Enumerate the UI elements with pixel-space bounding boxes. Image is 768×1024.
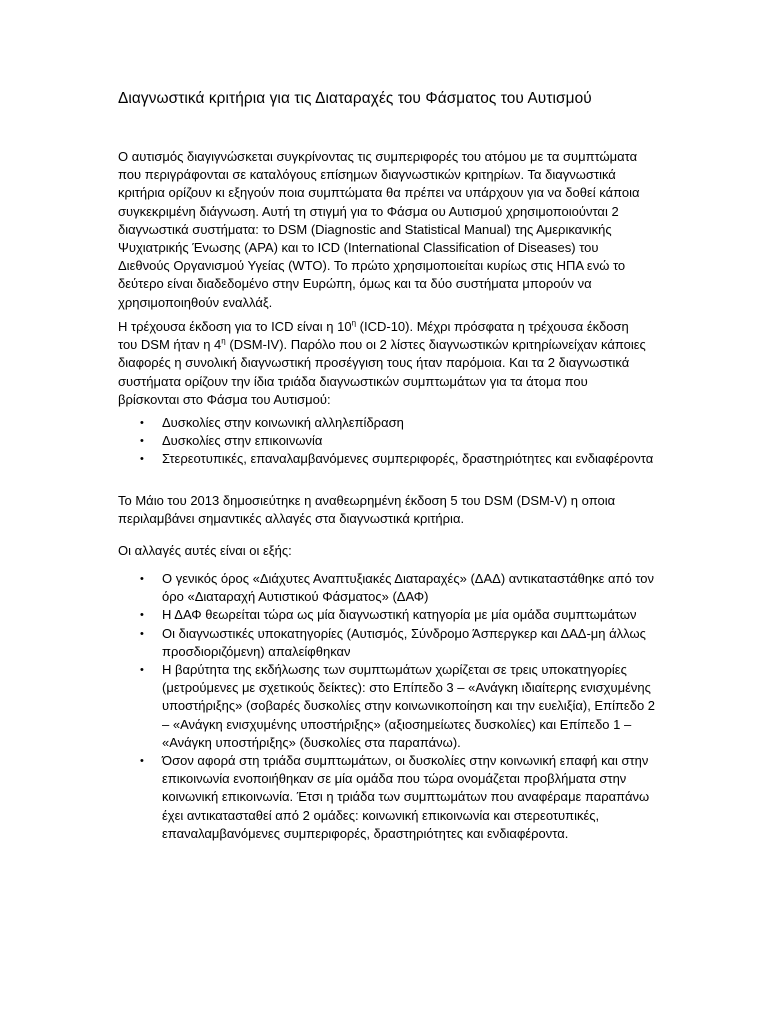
- list-item: [118, 570, 658, 606]
- list-item-text: Οι διαγνωστικές υποκατηγορίες (Αυτισμός, Σύνδρομο Άσπεργκερ και ΔΑΔ-μη άλλως προσδιοριζόμενη) απαλείφθηκαν: [162, 625, 646, 659]
- list-item: [118, 450, 658, 468]
- versions-text-c: (DSM-IV). Παρόλο που οι 2 λίστες διαγνωστικών κριτηρίωνείχαν κάποιες διαφορές η συνολική διαγνωστική προσέγγιση τους ήταν παρόμοια. Και τα 2 διαγνωστικά συστήματα ορίζουν την ίδια τριάδα διαγνωστικών συμπτωμάτων για τα άτομα που βρίσκονται στο Φάσμα του Αυτισμού:: [118, 337, 646, 407]
- versions-text-a: Η τρέχουσα έκδοση για το ICD είναι η 10: [118, 319, 352, 334]
- bullet-icon: •: [140, 609, 144, 622]
- list-item: [118, 661, 658, 752]
- list-item: [118, 414, 658, 432]
- bullet-icon: •: [140, 755, 144, 768]
- changes-intro-paragraph: Οι αλλαγές αυτές είναι οι εξής:: [118, 543, 292, 558]
- bullet-icon: •: [140, 453, 144, 466]
- bullet-icon: •: [140, 573, 144, 585]
- list-item: [118, 606, 658, 624]
- dsm5-paragraph: Το Μάιο του 2013 δημοσιεύτηκε η αναθεωρημένη έκδοση 5 του DSM (DSM-V) η οποια περιλαμβάνει σημαντικές αλλαγές στα διαγνωστικά κριτήρια.: [118, 493, 616, 527]
- document-title: Διαγνωστικά κριτήρια για τις Διαταραχές του Φάσματος του Αυτισμού: [118, 90, 592, 107]
- list-item-text: Ο γενικός όρος «Διάχυτες Αναπτυξιακές Διαταραχές» (ΔΑΔ) αντικαταστάθηκε από τον όρο «Διαταραχή Αυτιστικού Φάσματος» (ΔΑΦ): [162, 571, 655, 605]
- list-item: [118, 625, 658, 661]
- list-item-text: Όσον αφορά στη τριάδα συμπτωμάτων, οι δυσκολίες στην κοινωνική επαφή και στην επικοινωνία ενοποιήθηκαν σε μία ομάδα που τώρα ονομάζεται προβλήματα στην κοινωνική επικοινωνία. Έτσι η τριάδα των συμπτωμάτων που αναφέραμε παραπάνω έχει αντικατασταθεί από 2 ομάδες: κοινωνική επικοινωνία και στερεοτυπικές, επαναλαμβανόμενες συμπεριφορές, δραστηριότητες και ενδιαφέροντα.: [162, 753, 650, 841]
- bullet-icon: •: [140, 435, 144, 448]
- list-item-text: Η βαρύτητα της εκδήλωσης των συμπτωμάτων χωρίζεται σε τρεις υποκατηγορίες (μετρούμενες με σχετικούς δείκτες): στο Επίπεδο 3 – «Ανάγκη ιδιαίτερης ενισχυμένης υποστήριξης» (σοβαρές δυσκολίες στην κοινωνικοποίηση και την ευελιξία), Επίπεδο 2 – «Ανάγκη ενισχυμένης υποστήριξης» (αξιοσημείωτες δυσκολίες) και Επίπεδο 1 – «Ανάγκη υποστήριξης» (δυσκολίες στα παραπάνω).: [162, 662, 656, 750]
- intro-paragraph: Ο αυτισμός διαγιγνώσκεται συγκρίνοντας τις συμπεριφορές του ατόμου με τα συμπτώματα που περιγράφονται σε καταλόγους επίσημων διαγνωστικών κριτηρίων. Τα διαγνωστικά κριτήρια ορίζουν κι εξηγούν ποια συμπτώματα θα πρέπει να υπάρχουν για να δοθεί κάποια συγκεκριμένη διάγνωση. Αυτή τη στιγμή για το Φάσμα ου Αυτισμού χρησιμοποιούνται 2 διαγνωστικά συστήματα: το DSM (Diagnostic and Statistical Manual) της Αμερικανικής Ψυχιατρικής Ένωσης (APA) και το ICD (International Classification of Diseases) του Διεθνούς Οργανισμού Υγείας (WTO). Το πρώτο χρησιμοποιείται κυρίως στις ΗΠΑ ενώ το δεύτερο είναι διαδεδομένο στην Ευρώπη, όμως και τα δύο συστήματα μπορούν να χρησιμοποιηθούν εναλλάξ.: [118, 149, 640, 310]
- list-item-text: Στερεοτυπικές, επαναλαμβανόμενες συμπεριφορές, δραστηριότητες και ενδιαφέροντα: [162, 451, 654, 467]
- triad-list: [118, 414, 658, 469]
- bullet-icon: •: [140, 627, 144, 640]
- list-item-text: Η ΔΑΦ θεωρείται τώρα ως μία διαγνωστική κατηγορία με μία ομάδα συμπτωμάτων: [162, 607, 637, 623]
- versions-paragraph: [118, 318, 648, 409]
- versions-text-b: (ICD-10). Μέχρι πρόσφατα η τρέχουσα έκδοση του DSM ήταν η 4: [118, 319, 629, 353]
- superscript-b: η: [221, 336, 226, 346]
- bullet-icon: •: [140, 417, 144, 429]
- superscript-a: η: [351, 318, 357, 328]
- list-item-text: Δυσκολίες στην επικοινωνία: [162, 433, 323, 449]
- list-item: [118, 752, 658, 843]
- list-item: [118, 432, 658, 450]
- changes-list: [118, 570, 658, 843]
- bullet-icon: •: [140, 664, 144, 677]
- list-item-text: Δυσκολίες στην κοινωνική αλληλεπίδραση: [162, 415, 404, 430]
